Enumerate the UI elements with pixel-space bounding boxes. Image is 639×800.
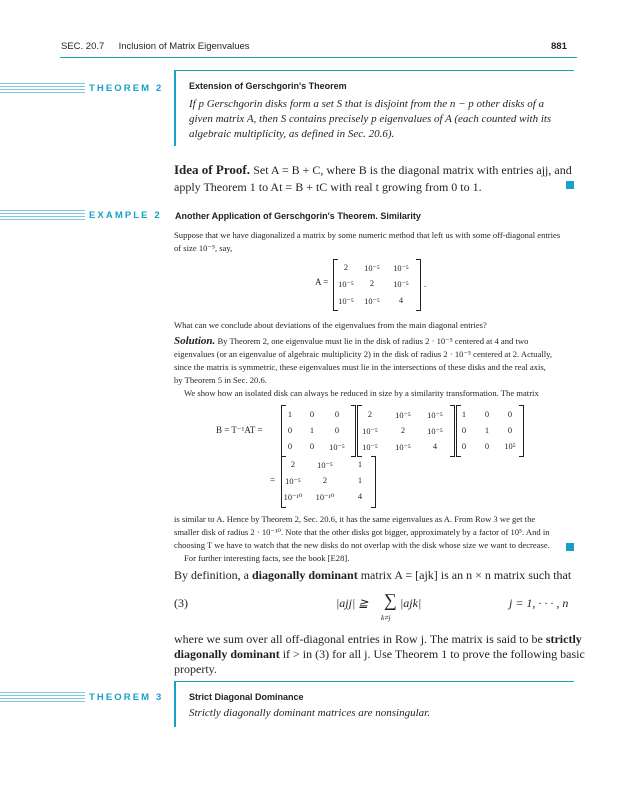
matrix-t-cell: 0 [461, 426, 467, 435]
theorem2-label: THEOREM 2 [89, 83, 164, 94]
matrix-a2-cell: 10⁻⁵ [427, 427, 443, 436]
equation-lhs-term: |ajj| ≧ [336, 596, 369, 610]
matrix-a2-cell: 2 [400, 426, 406, 435]
matrix-b-cell: 2 [322, 476, 328, 485]
example2-conclusion: is similar to A. Hence by Theorem 2, Sec. 20.6, it has the same eigenvalues as A. From Row 3 we get the smaller disk of radius 2 · 10⁻¹⁰. Note that the other disks got bigger, approximately by a factor of 10⁵. And in choosing T we have to watch that the new disks do not overlap with the disk whose size we want to decrease. For further interesting facts, see the book [E28]. [174, 514, 550, 563]
matrix-tinv-cell: 1 [309, 426, 315, 435]
matrix-a-cell: 10⁻⁵ [393, 280, 409, 289]
dominance-explanation: where we sum over all off-diagonal entries in Row j. The matrix is said to be strictly diagonally dominant if > in (3) for all j. Use Theorem 1 to prove the following basic property. [174, 632, 585, 676]
matrix-b-cell: 10⁻¹⁰ [283, 493, 303, 502]
equation-equals: = [270, 475, 276, 485]
end-of-example-square [566, 543, 574, 551]
running-header [61, 41, 250, 52]
matrix-b-cell: 1 [357, 460, 363, 469]
matrix-a2-cell: 4 [432, 442, 438, 451]
matrix-tinv-cell: 0 [334, 426, 340, 435]
theorem3-label: THEOREM 3 [89, 692, 164, 703]
matrix-t-cell: 1 [484, 426, 490, 435]
matrix-t-cell: 0 [484, 410, 490, 419]
equation-lhs: B = T⁻¹AT = [216, 425, 263, 435]
matrix-a-cell: 10⁻⁵ [393, 264, 409, 273]
theorem2-title: Extension of Gerschgorin's Theorem [189, 81, 347, 91]
example2-stripes [0, 210, 85, 221]
header-rule [60, 57, 577, 58]
matrix-a2-cell: 10⁻⁵ [395, 411, 411, 420]
matrix-a2-cell: 10⁻⁵ [395, 443, 411, 452]
matrix-t-cell: 0 [484, 442, 490, 451]
matrix-t-cell: 10⁵ [504, 442, 516, 451]
example2-intro: Suppose that we have diagonalized a matrix by some numeric method that left us with some off-diagonal entries of size 10⁻⁵, say, [174, 230, 561, 253]
summation-index: k≠j [381, 613, 391, 622]
proof-line-1: Set A = B + C, where B is the diagonal matrix with entries ajj, and [253, 163, 572, 177]
matrix-t-cell: 1 [461, 410, 467, 419]
theorem3-box [174, 681, 574, 727]
matrix-a-label: A = [315, 277, 329, 287]
matrix-a-cell: 2 [343, 263, 349, 272]
theorem2-statement: If p Gerschgorin disks form a set S that is disjoint from the n − p other disks of a given matrix A, then S contains precisely p eigenvalues of A (each counted with its algebraic multiplicity, as defined in Sec. 20.6). [189, 98, 552, 140]
theorem2-box [174, 70, 574, 146]
matrix-a-cell: 10⁻⁵ [364, 264, 380, 273]
page-number: 881 [551, 41, 567, 52]
matrix-tinv-cell: 0 [309, 442, 315, 451]
matrix-a-cell: 2 [369, 279, 375, 288]
equation-number: (3) [174, 596, 188, 610]
end-of-proof-square [566, 181, 574, 189]
matrix-a-cell: 10⁻⁵ [364, 297, 380, 306]
theorem3-statement: Strictly diagonally dominant matrices are nonsingular. [189, 707, 430, 719]
section-title: Inclusion of Matrix Eigenvalues [118, 41, 250, 52]
example2-question: What can we conclude about deviations of the eigenvalues from the main diagonal entries? [174, 320, 487, 330]
matrix-b-cell: 10⁻⁵ [285, 477, 301, 486]
summation-symbol: ∑ [384, 590, 397, 610]
matrix-tinv-cell: 10⁻⁵ [329, 443, 345, 452]
matrix-tinv-cell: 1 [287, 410, 293, 419]
matrix-b-cell: 10⁻⁵ [317, 461, 333, 470]
theorem3-stripes [0, 692, 85, 703]
matrix-a-cell: 10⁻⁵ [338, 297, 354, 306]
matrix-a2-cell: 10⁻⁵ [362, 427, 378, 436]
dominance-definition: By definition, a diagonally dominant matrix A = [ajk] is an n × n matrix such that [174, 568, 572, 582]
equation-condition: j = 1, · · · , n [509, 596, 569, 610]
matrix-b-cell: 2 [290, 460, 296, 469]
example2-title: Another Application of Gerschgorin's Theorem. Similarity [175, 211, 421, 221]
matrix-tinv-cell: 0 [334, 410, 340, 419]
matrix-t-cell: 0 [461, 442, 467, 451]
matrix-a2-cell: 2 [367, 410, 373, 419]
matrix-tinv-cell: 0 [309, 410, 315, 419]
matrix-a-period: . [424, 279, 427, 289]
matrix-tinv-cell: 0 [287, 426, 293, 435]
theorem2-stripes [0, 83, 85, 94]
theorem3-title: Strict Diagonal Dominance [189, 692, 304, 702]
matrix-a-cell: 4 [398, 296, 404, 305]
proof-line-2: apply Theorem 1 to At = B + tC with real t growing from 0 to 1. [174, 180, 482, 194]
matrix-b-cell: 4 [357, 492, 363, 501]
solution-label: Solution. [174, 335, 216, 347]
matrix-t-cell: 0 [507, 426, 513, 435]
section-number: SEC. 20.7 [61, 41, 105, 52]
matrix-a2-cell: 10⁻⁵ [362, 443, 378, 452]
proof-heading: Idea of Proof. [174, 162, 250, 177]
matrix-a-cell: 10⁻⁵ [338, 280, 354, 289]
matrix-tinv-cell: 0 [287, 442, 293, 451]
proof-idea [174, 161, 574, 196]
matrix-t-cell: 0 [507, 410, 513, 419]
example2-label: EXAMPLE 2 [89, 210, 162, 221]
example2-solution: Solution. By Theorem 2, one eigenvalue must lie in the disk of radius 2 · 10⁻⁵ centered at 4 and two eigenvalues (or an eigenvalue of algebraic multiplicity 2) in the disk of radius 2 · 10⁻⁵ centered at 2. Actually, since the matrix is symmetric, these eigenvalues must lie in the intersections of these disks and the real axis, by Theorem 5 in Sec. 20.6. We show how an isolated disk can always be reduced in size by a similarity transformation. The matrix [174, 335, 553, 398]
matrix-b-cell: 1 [357, 476, 363, 485]
matrix-a2-cell: 10⁻⁵ [427, 411, 443, 420]
equation-rhs-term: |ajk| [400, 596, 422, 610]
matrix-b-cell: 10⁻¹⁰ [315, 493, 335, 502]
